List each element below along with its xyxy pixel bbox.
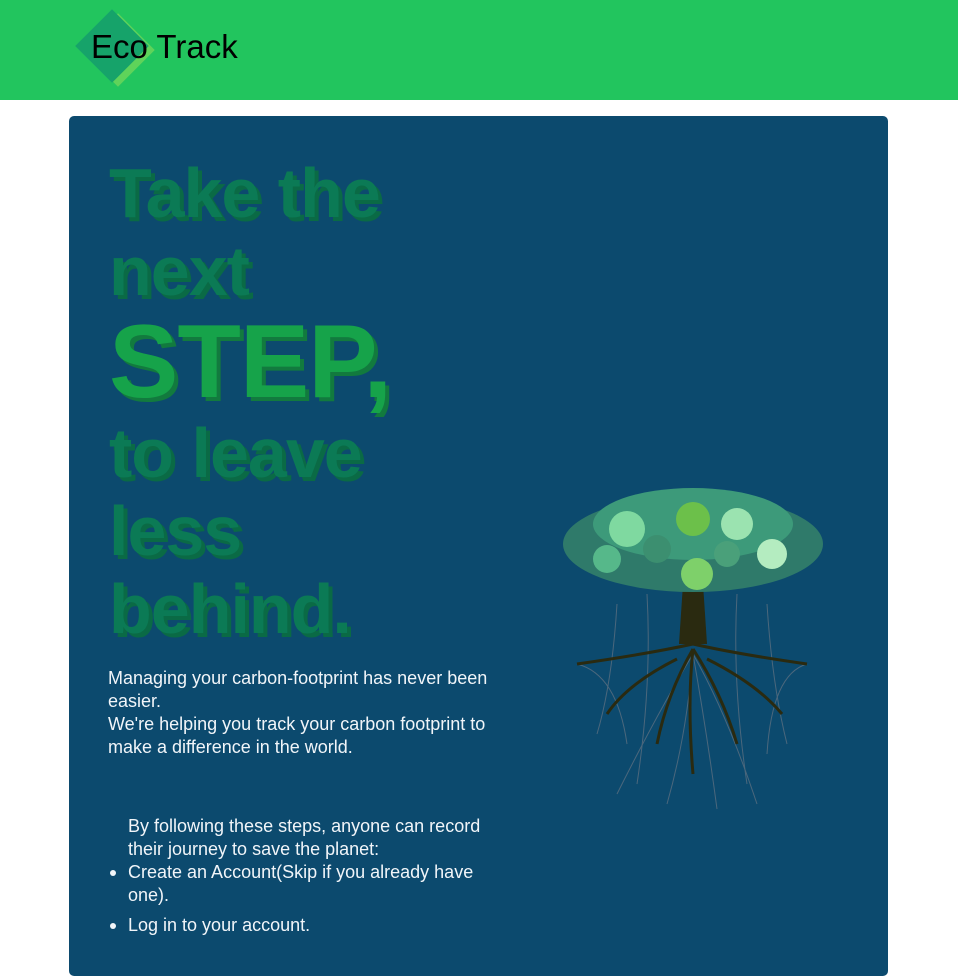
hero-headline bbox=[109, 154, 391, 648]
logo-text: Eco Track bbox=[91, 28, 238, 65]
tree-illustration-icon bbox=[557, 484, 829, 812]
top-header bbox=[0, 0, 958, 100]
steps-list bbox=[128, 861, 488, 937]
headline-line: less bbox=[109, 492, 242, 570]
headline-line: behind. bbox=[109, 570, 351, 648]
hero-description bbox=[108, 667, 498, 759]
headline-line: next bbox=[109, 232, 249, 310]
logo[interactable] bbox=[78, 12, 278, 86]
step-item: Log in to your account. bbox=[128, 914, 488, 937]
description-line: We're helping you track your carbon footprint to make a difference in the world. bbox=[108, 714, 486, 757]
steps-section bbox=[128, 815, 488, 944]
steps-intro: By following these steps, anyone can record their journey to save the planet: bbox=[128, 816, 481, 859]
description-line: Managing your carbon-footprint has never been easier. bbox=[108, 668, 488, 711]
headline-line: to leave bbox=[109, 414, 362, 492]
hero-card bbox=[69, 116, 888, 976]
step-item: Create an Account(Skip if you already have one). bbox=[128, 861, 488, 907]
headline-step: STEP, bbox=[109, 304, 392, 420]
headline-line: Take the bbox=[109, 154, 380, 232]
